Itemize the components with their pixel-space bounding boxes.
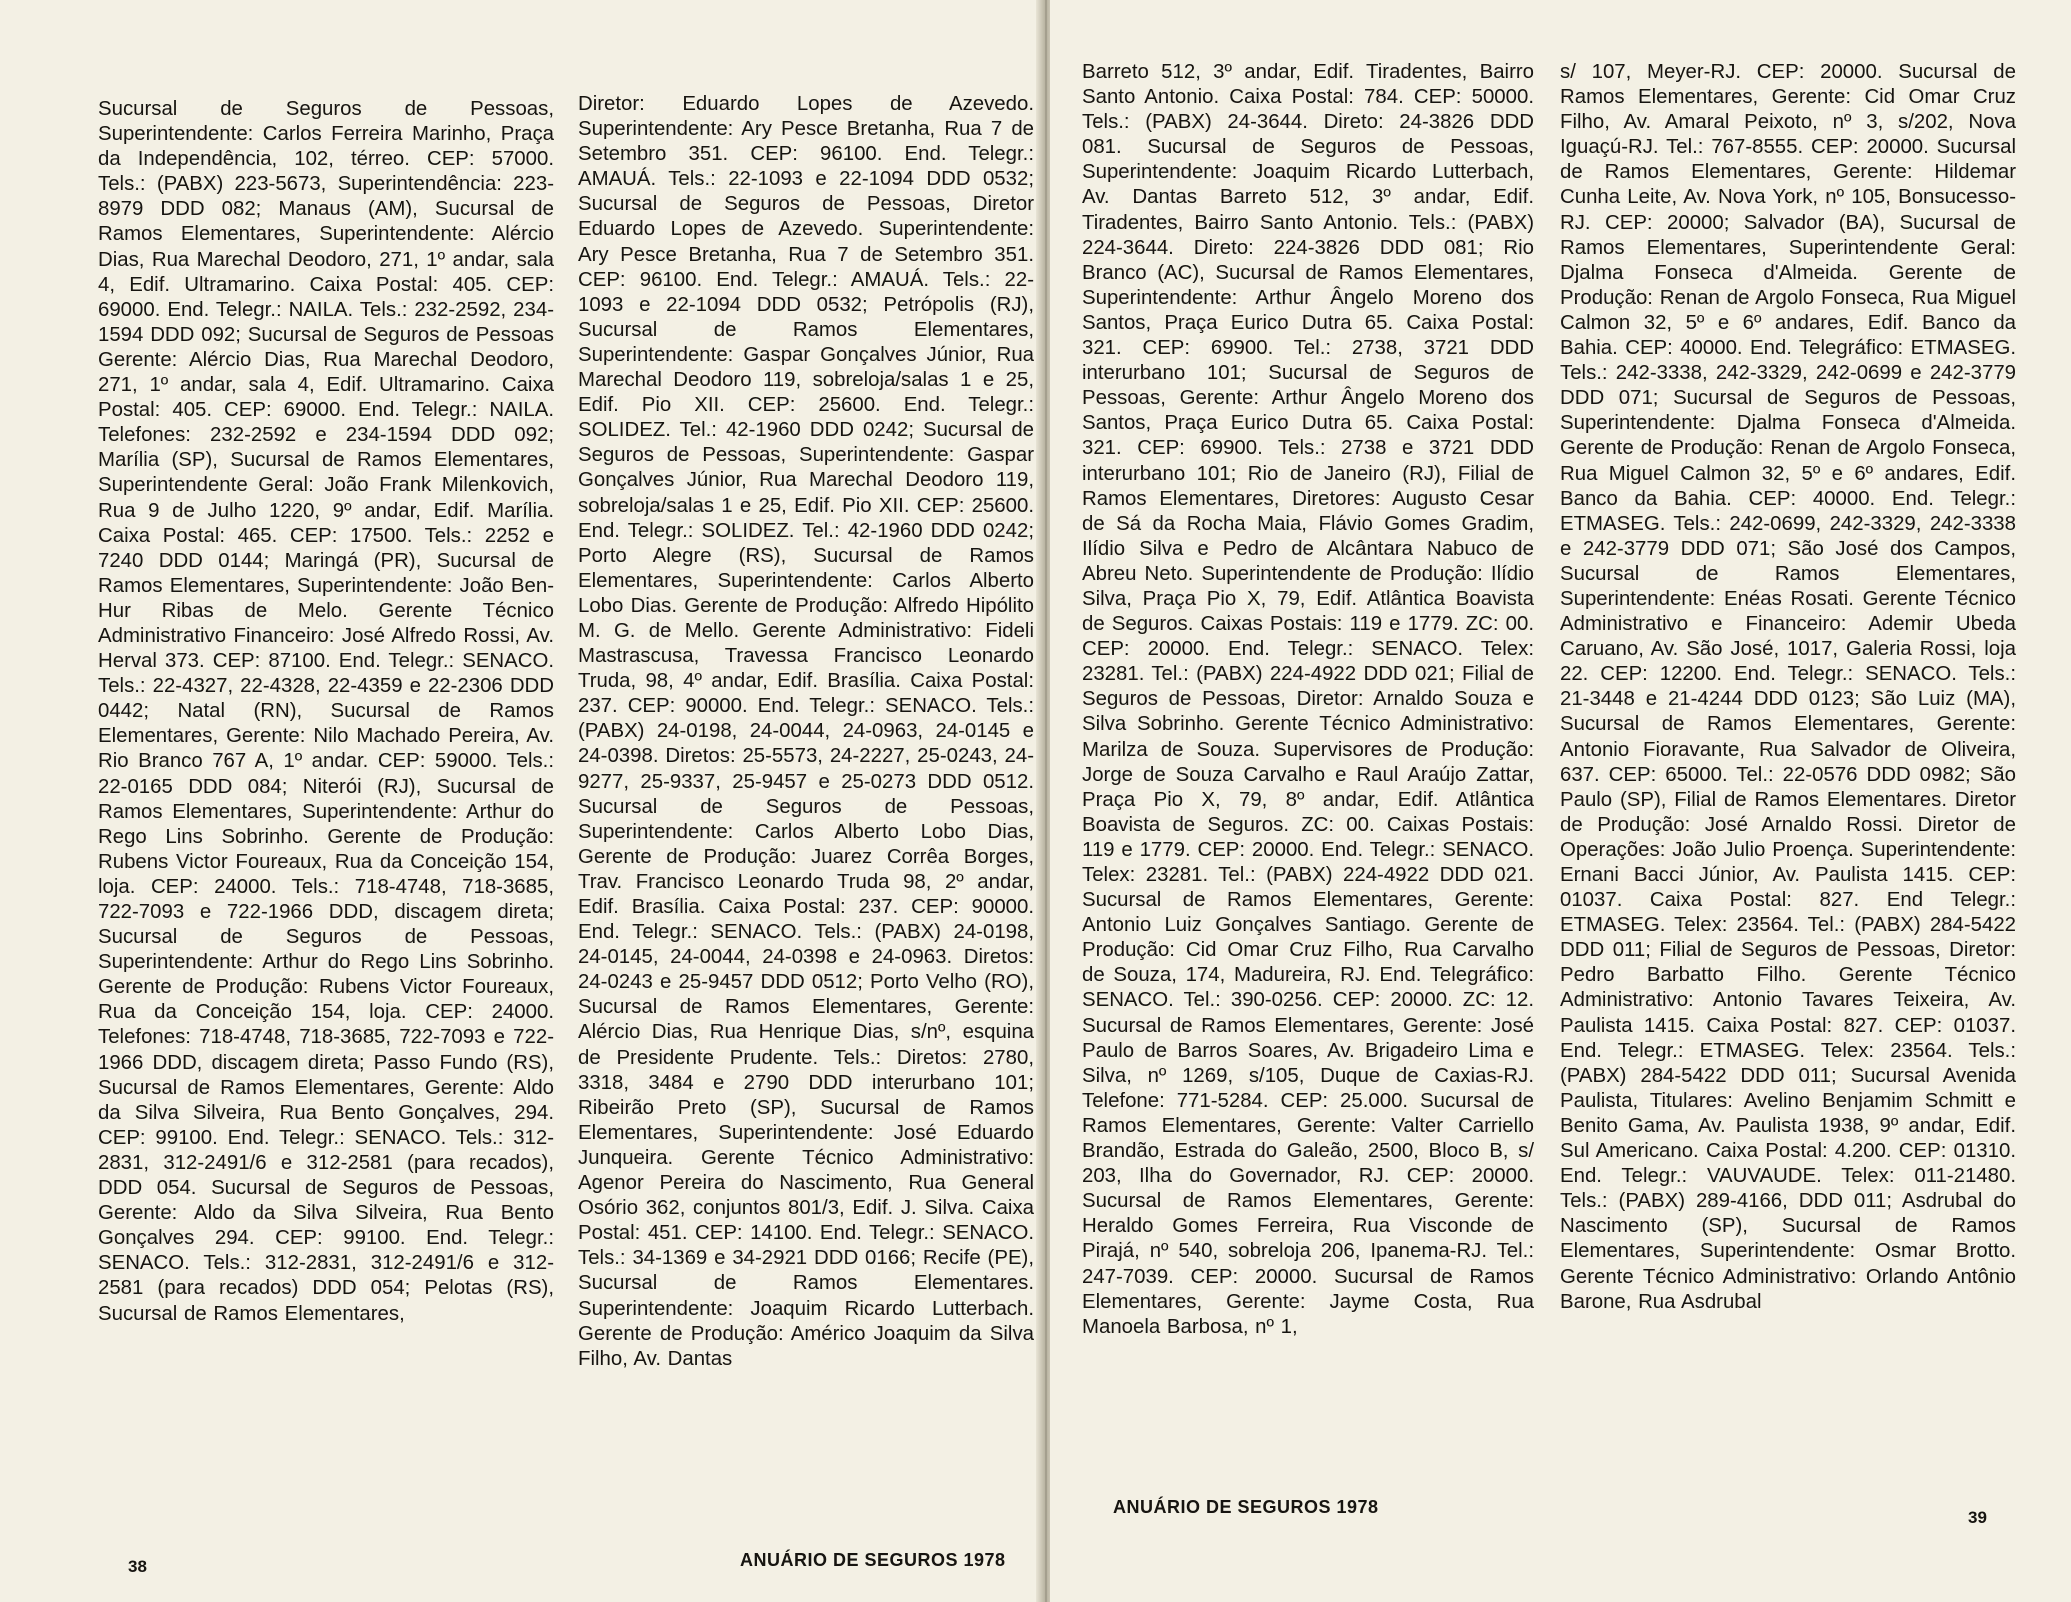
text-column-2 bbox=[578, 92, 1034, 1372]
text-column-3 bbox=[1082, 60, 1534, 1340]
column-2-text: Diretor: Eduardo Lopes de Azevedo. Superintendente: Ary Pesce Bretanha, Rua 7 de Setembro 351. CEP: 96100. End. Telegr.: AMAUÁ. Tels.: 22-1093 e 22-1094 DDD 0532; Sucursal de Seguros de Pessoas, Diretor Eduardo Lopes de Azevedo. Superintendente: Ary Pesce Bretanha, Rua 7 de Setembro 351. CEP: 96100. End. Telegr.: AMAUÁ. Tels.: 22-1093 e 22-1094 DDD 0532; Petrópolis (RJ), Sucursal de Ramos Elementares, Superintendente: Gaspar Gonçalves Júnior, Rua Marechal Deodoro 119, sobreloja/salas 1 e 25, Edif. Pio XII. CEP: 25600. End. Telegr.: SOLIDEZ. Tel.: 42-1960 DDD 0242; Sucursal de Seguros de Pessoas, Superintendente: Gaspar Gonçalves Júnior, Rua Marechal Deodoro 119, sobreloja/salas 1 e 25, Edif. Pio XII. CEP: 25600. End. Telegr.: SOLIDEZ. Tel.: 42-1960 DDD 0242; Porto Alegre (RS), Sucursal de Ramos Elementares, Superintendente: Carlos Alberto Lobo Dias. Gerente de Produção: Alfredo Hipólito M. G. de Mello. Gerente Administrativo: Fideli Mastrascusa, Travessa Francisco Leonardo Truda, 98, 4º andar, Edif. Brasília. Caixa Postal: 237. CEP: 90000. End. Telegr.: SENACO. Tels.: (PABX) 24-0198, 24-0044, 24-0963, 24-0145 e 24-0398. Diretos: 25-5573, 24-2227, 25-0243, 24-9277, 25-9337, 25-9457 e 25-0273 DDD 0512. Sucursal de Seguros de Pessoas, Superintendente: Carlos Alberto Lobo Dias, Gerente de Produção: Juarez Corrêa Borges, Trav. Francisco Leonardo Truda 98, 2º andar, Edif. Brasília. Caixa Postal: 237. CEP: 90000. End. Telegr.: SENACO. Tels.: (PABX) 24-0198, 24-0145, 24-0044, 24-0398 e 24-0963. Diretos: 24-0243 e 25-9457 DDD 0512; Porto Velho (RO), Sucursal de Ramos Elementares, Gerente: Alércio Dias, Rua Henrique Dias, s/nº, esquina de Presidente Prudente. Tels.: Diretos: 2780, 3318, 3484 e 2790 DDD interurbano 101; Ribeirão Preto (SP), Sucursal de Ramos Elementares, Superintendente: José Eduardo Junqueira. Gerente Técnico Administrativo: Agenor Pereira do Nascimento, Rua General Osório 362, conjuntos 801/3, Edif. J. Silva. Caixa Postal: 451. CEP: 14100. End. Telegr.: SENACO. Tels.: 34-1369 e 34-2921 DDD 0166; Recife (PE), Sucursal de Ramos Elementares. Superintendente: Joaquim Ricardo Lutterbach. Gerente de Produção: Américo Joaquim da Silva Filho, Av. Dantas bbox=[578, 93, 1034, 1370]
footer-right: ANUÁRIO DE SEGUROS 1978 bbox=[1113, 1497, 1379, 1517]
column-3-text: Barreto 512, 3º andar, Edif. Tiradentes, Bairro Santo Antonio. Caixa Postal: 784. CEP: 50000. Tels.: (PABX) 24-3644. Direto: 24-3826 DDD 081. Sucursal de Seguros de Pessoas, Superintendente: Joaquim Ricardo Lutterbach, Av. Dantas Barreto 512, 3º andar, Edif. Tiradentes, Bairro Santo Antonio. Tels.: (PABX) 224-3644. Direto: 224-3826 DDD 081; Rio Branco (AC), Sucursal de Ramos Elementares, Superintendente: Arthur Ângelo Moreno dos Santos, Praça Eurico Dutra 65. Caixa Postal: 321. CEP: 69900. Tel.: 2738, 3721 DDD interurbano 101; Sucursal de Seguros de Pessoas, Gerente: Arthur Ângelo Moreno dos Santos, Praça Eurico Dutra 65. Caixa Postal: 321. CEP: 69900. Tels.: 2738 e 3721 DDD interurbano 101; Rio de Janeiro (RJ), Filial de Ramos Elementares, Diretores: Augusto Cesar de Sá da Rocha Maia, Flávio Gomes Gradim, Ilídio Silva e Pedro de Alcântara Nabuco de Abreu Neto. Superintendente de Produção: Ilídio Silva, Praça Pio X, 79, Edif. Atlântica Boavista de Seguros. Caixas Postais: 119 e 1779. ZC: 00. CEP: 20000. End. Telegr.: SENACO. Telex: 23281. Tel.: (PABX) 224-4922 DDD 021; Filial de Seguros de Pessoas, Diretor: Arnaldo Souza e Silva Sobrinho. Gerente Técnico Administrativo: Marilza de Souza. Supervisores de Produção: Jorge de Souza Carvalho e Raul Araújo Zattar, Praça Pio X, 79, 8º andar, Edif. Atlântica Boavista de Seguros. ZC: 00. Caixas Postais: 119 e 1779. CEP: 20000. End. Telegr.: SENACO. Telex: 23281. Tel.: (PABX) 224-4922 DDD 021. Sucursal de Ramos Elementares, Gerente: Antonio Luiz Gonçalves Santiago. Gerente de Produção: Cid Omar Cruz Filho, Rua Carvalho de Souza, 174, Madureira, RJ. End. Telegráfico: SENACO. Tel.: 390-0256. CEP: 20000. ZC: 12. Sucursal de Ramos Elementares, Gerente: José Paulo de Barros Soares, Av. Brigadeiro Lima e Silva, nº 1269, s/105, Duque de Caxias-RJ. Telefone: 771-5284. CEP: 25.000. Sucursal de Ramos Elementares, Gerente: Valter Carriello Brandão, Estrada do Galeão, 2500, Bloco B, s/ 203, Ilha do Governador, RJ. CEP: 20000. Sucursal de Ramos Elementares, Gerente: Heraldo Gomes Ferreira, Rua Visconde de Pirajá, nº 540, sobreloja 206, Ipanema-RJ. Tel.: 247-7039. CEP: 20000. Sucursal de Ramos Elementares, Gerente: Jayme Costa, Rua Manoela Barbosa, nº 1, bbox=[1082, 61, 1534, 1338]
page-number-left: 38 bbox=[128, 1557, 147, 1576]
page-number-right: 39 bbox=[1968, 1508, 1987, 1527]
footer-left: ANUÁRIO DE SEGUROS 1978 bbox=[740, 1550, 1006, 1570]
right-page bbox=[1050, 0, 2071, 1602]
text-column-4 bbox=[1560, 60, 2016, 1315]
column-4-text: s/ 107, Meyer-RJ. CEP: 20000. Sucursal de Ramos Elementares, Gerente: Cid Omar Cruz Filho, Av. Amaral Peixoto, nº 3, s/202, Nova Iguaçú-RJ. Tel.: 767-8555. CEP: 20000. Sucursal de Ramos Elementares, Gerente: Hildemar Cunha Leite, Av. Nova York, nº 105, Bonsucesso-RJ. CEP: 20000; Salvador (BA), Sucursal de Ramos Elementares, Superintendente Geral: Djalma Fonseca d'Almeida. Gerente de Produção: Renan de Argolo Fonseca, Rua Miguel Calmon 32, 5º e 6º andares, Edif. Banco da Bahia. CEP: 40000. End. Telegráfico: ETMASEG. Tels.: 242-3338, 242-3329, 242-0699 e 242-3779 DDD 071; Sucursal de Seguros de Pessoas, Superintendente: Djalma Fonseca d'Almeida. Gerente de Produção: Renan de Argolo Fonseca, Rua Miguel Calmon 32, 5º e 6º andares, Edif. Banco da Bahia. CEP: 40000. End. Telegr.: ETMASEG. Tels.: 242-0699, 242-3329, 242-3338 e 242-3779 DDD 071; São José dos Campos, Sucursal de Ramos Elementares, Superintendente: Enéas Rosati. Gerente Técnico Administrativo e Financeiro: Ademir Ubeda Caruano, Av. São José, 1017, Galeria Rossi, loja 22. CEP: 12200. End. Telegr.: SENACO. Tels.: 21-3448 e 21-4244 DDD 0123; São Luiz (MA), Sucursal de Ramos Elementares, Gerente: Antonio Fioravante, Rua Salvador de Oliveira, 637. CEP: 65000. Tel.: 22-0576 DDD 0982; São Paulo (SP), Filial de Ramos Elementares. Diretor de Produção: José Arnaldo Rossi. Diretor de Operações: João Julio Proença. Superintendente: Ernani Bacci Júnior, Av. Paulista 1415. CEP: 01037. Caixa Postal: 827. End Telegr.: ETMASEG. Telex: 23564. Tel.: (PABX) 284-5422 DDD 011; Filial de Seguros de Pessoas, Diretor: Pedro Barbatto Filho. Gerente Técnico Administrativo: Antonio Tavares Teixeira, Av. Paulista 1415. Caixa Postal: 827. CEP: 01037. End. Telegr.: ETMASEG. Telex: 23564. Tels.: (PABX) 284-5422 DDD 011; Sucursal Avenida Paulista, Titulares: Avelino Benjamim Schmitt e Benito Gama, Av. Paulista 1938, 9º andar, Edif. Sul Americano. Caixa Postal: 4.200. CEP: 01310. End. Telegr.: VAUVAUDE. Telex: 011-21480. Tels.: (PABX) 289-4166, DDD 011; Asdrubal do Nascimento (SP), Sucursal de Ramos Elementares, Superintendente: Osmar Brotto. Gerente Técnico Administrativo: Orlando Antônio Barone, Rua Asdrubal bbox=[1560, 61, 2016, 1313]
column-1-text: Sucursal de Seguros de Pessoas, Superintendente: Carlos Ferreira Marinho, Praça da Independência, 102, térreo. CEP: 57000. Tels.: (PABX) 223-5673, Superintendência: 223-8979 DDD 082; Manaus (AM), Sucursal de Ramos Elementares, Superintendente: Alércio Dias, Rua Marechal Deodoro, 271, 1º andar, sala 4, Edif. Ultramarino. Caixa Postal: 405. CEP: 69000. End. Telegr.: NAILA. Tels.: 232-2592, 234-1594 DDD 092; Sucursal de Seguros de Pessoas Gerente: Alércio Dias, Rua Marechal Deodoro, 271, 1º andar, sala 4, Edif. Ultramarino. Caixa Postal: 405. CEP: 69000. End. Telegr.: NAILA. Telefones: 232-2592 e 234-1594 DDD 092; Marília (SP), Sucursal de Ramos Elementares, Superintendente Geral: João Frank Milenkovich, Rua 9 de Julho 1220, 9º andar, Edif. Marília. Caixa Postal: 465. CEP: 17500. Tels.: 2252 e 7240 DDD 0144; Maringá (PR), Sucursal de Ramos Elementares, Superintendente: João Ben-Hur Ribas de Melo. Gerente Técnico Administrativo Financeiro: José Alfredo Rossi, Av. Herval 373. CEP: 87100. End. Telegr.: SENACO. Tels.: 22-4327, 22-4328, 22-4359 e 22-2306 DDD 0442; Natal (RN), Sucursal de Ramos Elementares, Gerente: Nilo Machado Pereira, Av. Rio Branco 767 A, 1º andar. CEP: 59000. Tels.: 22-0165 DDD 084; Niterói (RJ), Sucursal de Ramos Elementares, Superintendente: Arthur do Rego Lins Sobrinho. Gerente de Produção: Rubens Victor Foureaux, Rua da Conceição 154, loja. CEP: 24000. Tels.: 718-4748, 718-3685, 722-7093 e 722-1966 DDD, discagem direta; Sucursal de Seguros de Pessoas, Superintendente: Arthur do Rego Lins Sobrinho. Gerente de Produção: Rubens Victor Foureaux, Rua da Conceição 154, loja. CEP: 24000. Telefones: 718-4748, 718-3685, 722-7093 e 722-1966 DDD, discagem direta; Passo Fundo (RS), Sucursal de Ramos Elementares, Gerente: Aldo da Silva Silveira, Rua Bento Gonçalves, 294. CEP: 99100. End. Telegr.: SENACO. Tels.: 312-2831, 312-2491/6 e 312-2581 (para recados), DDD 054. Sucursal de Seguros de Pessoas, Gerente: Aldo da Silva Silveira, Rua Bento Gonçalves 294. CEP: 99100. End. Telegr.: SENACO. Tels.: 312-2831, 312-2491/6 e 312-2581 (para recados) DDD 054; Pelotas (RS), Sucursal de Ramos Elementares, bbox=[98, 98, 554, 1325]
text-column-1 bbox=[98, 97, 554, 1327]
